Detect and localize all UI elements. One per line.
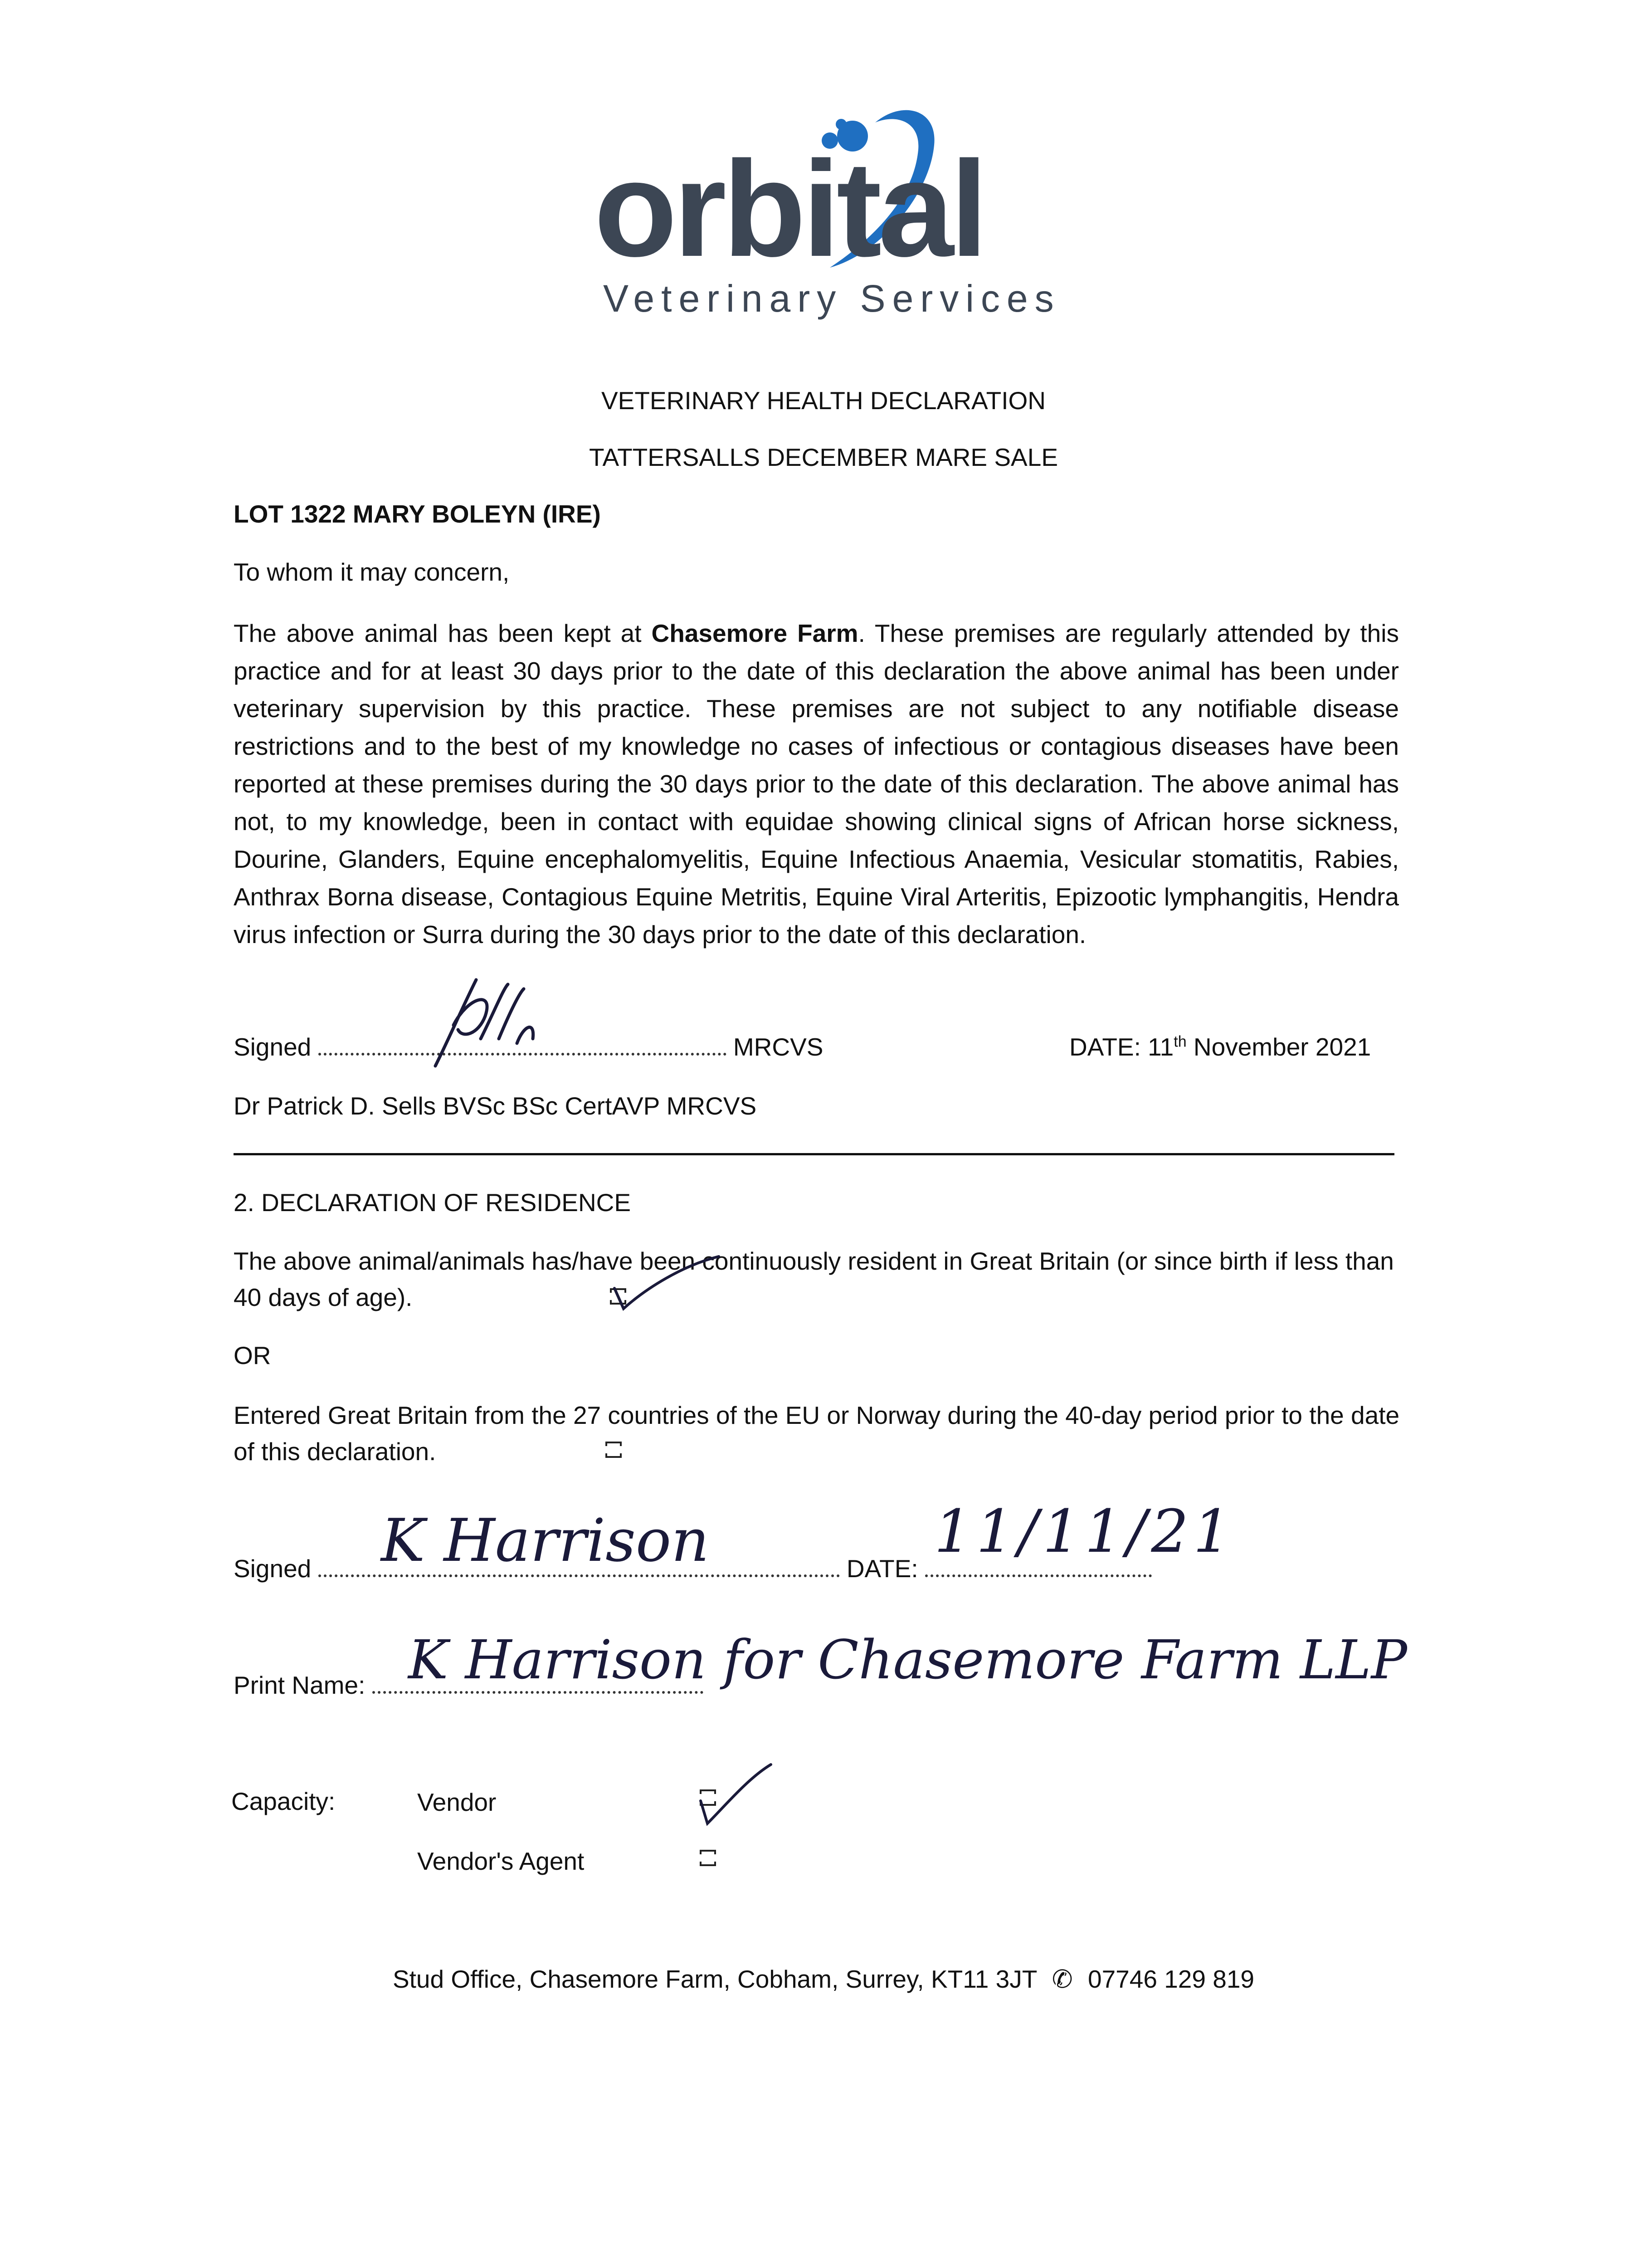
vet-signature-mark (426, 971, 544, 1075)
vet-date-label: DATE: 11 (1069, 1033, 1174, 1061)
footer-phone: 07746 129 819 (1087, 1965, 1255, 1993)
lot-heading: LOT 1322 MARY BOLEYN (IRE) (234, 500, 601, 528)
capacity-agent-label: Vendor's Agent (417, 1847, 585, 1875)
salutation: To whom it may concern, (234, 558, 510, 586)
declaration-paragraph (234, 615, 1399, 953)
vendor-signed-label: Signed (234, 1554, 312, 1583)
vet-date-rest: November 2021 (1186, 1033, 1371, 1061)
section-divider (234, 1153, 1394, 1155)
vet-name: Dr Patrick D. Sells BVSc BSc CertAVP MRCVS (234, 1092, 757, 1120)
declaration-body: . These premises are regularly attended by this practice and for at least 30 days prior to the date of this declaration the above animal has been under veterinary supervision by this practice. These premises are not subject to any notifiable disease restrictions and to the best of my knowledge no cases of infectious or contagious diseases have been reported at these premises during the 30 days prior to the date of this declaration. The above animal has not, to my knowledge, been in contact with equidae showing clinical signs of African horse sickness, Dourine, Glanders, Equine encephalomyelitis, Equine Infectious Anaemia, Vesicular stomatitis, Rabies, Anthrax Borna disease, Contagious Equine Metritis, Equine Viral Arteritis, Epizootic lymphangitis, Hendra virus infection or Surra during the 30 days prior to the date of this declaration. (234, 619, 1399, 948)
residence-option-1: The above animal/animals has/have been continuously resident in Great Britain (or since birth if less than 40 days of age). (234, 1247, 1394, 1311)
vet-signed-label: Signed (234, 1033, 312, 1061)
vet-date-sup: th (1174, 1033, 1187, 1051)
vendor-date-label: DATE: (846, 1554, 918, 1583)
or-label: OR (234, 1341, 271, 1369)
farm-name: Chasemore Farm (651, 619, 858, 647)
print-name-label: Print Name: (234, 1671, 365, 1699)
document-subtitle: TATTERSALLS DECEMBER MARE SALE (589, 443, 1058, 471)
capacity-label: Capacity: (231, 1787, 336, 1815)
residence-heading: 2. DECLARATION OF RESIDENCE (234, 1188, 631, 1217)
print-name-value: K Harrison for Chasemore Farm LLP (408, 1628, 1408, 1691)
declaration-intro: The above animal has been kept at (234, 619, 642, 647)
capacity-vendor-label: Vendor (417, 1788, 497, 1816)
vendor-signature: K Harrison (381, 1506, 709, 1575)
residence-option-1-tick-icon (605, 1252, 723, 1315)
vet-signature-date (1069, 1032, 1371, 1062)
orbital-logo (585, 91, 1061, 327)
capacity-agent-checkbox[interactable] (700, 1850, 716, 1866)
residence-option-2: Entered Great Britain from the 27 countries of the EU or Norway during the 40-day period prior to the date of this declaration. (234, 1401, 1400, 1466)
logo-tagline: Veterinary Services (603, 277, 1061, 320)
vendor-date-value: 11/11/21 (934, 1497, 1235, 1566)
logo-wordmark: orbital (594, 132, 984, 285)
capacity-vendor-tick-icon (694, 1755, 785, 1828)
vet-mrcvs-suffix: MRCVS (733, 1033, 824, 1061)
phone-icon: ✆ (1052, 1965, 1073, 1993)
residence-option-2-checkbox[interactable] (605, 1442, 622, 1458)
document-title: VETERINARY HEALTH DECLARATION (601, 386, 1046, 415)
footer-contact (0, 1964, 1647, 1994)
footer-address: Stud Office, Chasemore Farm, Cobham, Surrey, KT11 3JT (392, 1965, 1037, 1993)
